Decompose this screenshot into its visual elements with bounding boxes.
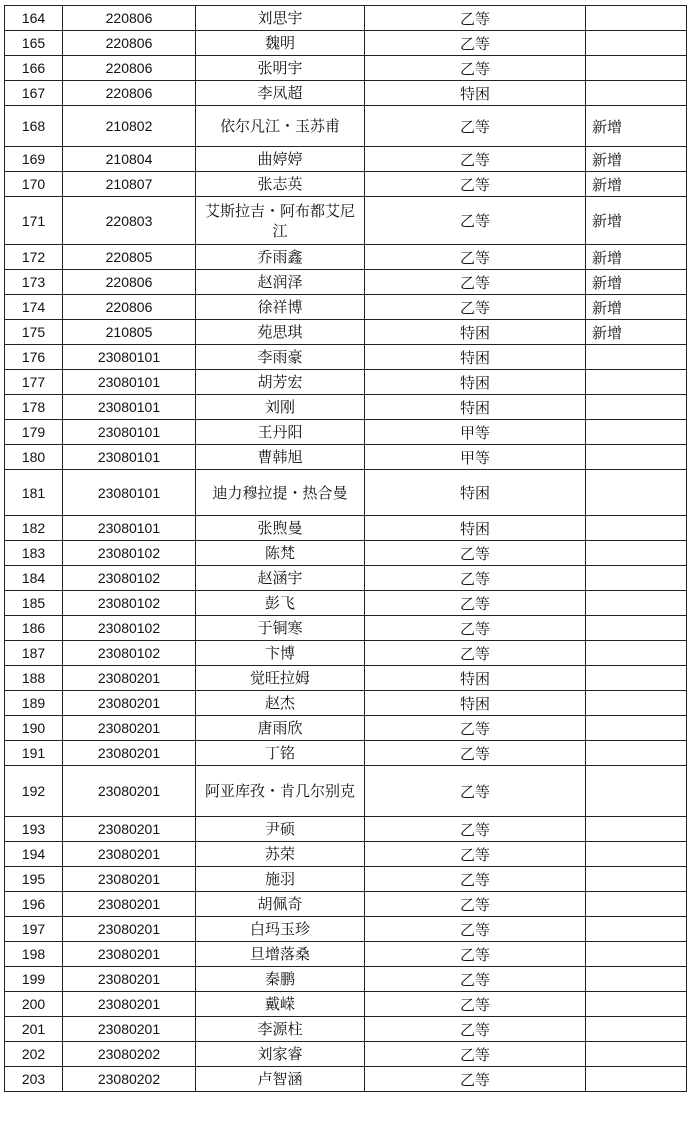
- class-code: 23080201: [63, 766, 196, 817]
- row-number: 190: [5, 716, 63, 741]
- aid-level: 乙等: [365, 295, 586, 320]
- student-name: 陈梵: [196, 541, 365, 566]
- table-row: [5, 842, 687, 867]
- note-cell: 新增: [586, 295, 687, 320]
- note-cell: [586, 31, 687, 56]
- class-code: 23080201: [63, 967, 196, 992]
- student-name: 赵杰: [196, 691, 365, 716]
- row-number: 182: [5, 516, 63, 541]
- class-code: 23080102: [63, 641, 196, 666]
- table-row: [5, 616, 687, 641]
- class-code: 220806: [63, 31, 196, 56]
- student-name: 徐祥博: [196, 295, 365, 320]
- class-code: 23080201: [63, 992, 196, 1017]
- class-code: 210805: [63, 320, 196, 345]
- aid-level: 乙等: [365, 1017, 586, 1042]
- class-code: 23080201: [63, 942, 196, 967]
- table-row: [5, 942, 687, 967]
- class-code: 23080202: [63, 1042, 196, 1067]
- class-code: 23080201: [63, 817, 196, 842]
- table-row: [5, 6, 687, 31]
- aid-level: 乙等: [365, 6, 586, 31]
- aid-level: 乙等: [365, 967, 586, 992]
- aid-level: 乙等: [365, 766, 586, 817]
- row-number: 189: [5, 691, 63, 716]
- table-row: [5, 1042, 687, 1067]
- class-code: 23080102: [63, 566, 196, 591]
- note-cell: 新增: [586, 245, 687, 270]
- student-name: 刘思宇: [196, 6, 365, 31]
- class-code: 23080201: [63, 892, 196, 917]
- class-code: 23080101: [63, 420, 196, 445]
- note-cell: 新增: [586, 197, 687, 245]
- note-cell: [586, 591, 687, 616]
- table-row: [5, 197, 687, 245]
- row-number: 173: [5, 270, 63, 295]
- table-row: [5, 691, 687, 716]
- note-cell: [586, 1042, 687, 1067]
- class-code: 23080201: [63, 842, 196, 867]
- row-number: 200: [5, 992, 63, 1017]
- note-cell: [586, 395, 687, 420]
- note-cell: [586, 917, 687, 942]
- student-name: 依尔凡江・玉苏甫: [196, 106, 365, 147]
- note-cell: [586, 666, 687, 691]
- note-cell: [586, 81, 687, 106]
- aid-level: 乙等: [365, 942, 586, 967]
- table-row: [5, 566, 687, 591]
- note-cell: [586, 516, 687, 541]
- class-code: 210802: [63, 106, 196, 147]
- table-row: [5, 1017, 687, 1042]
- student-name: 李源柱: [196, 1017, 365, 1042]
- note-cell: [586, 1067, 687, 1092]
- student-name: 旦增落桑: [196, 942, 365, 967]
- student-name: 张明宇: [196, 56, 365, 81]
- student-name: 彭飞: [196, 591, 365, 616]
- note-cell: 新增: [586, 172, 687, 197]
- table-row: [5, 766, 687, 817]
- class-code: 23080102: [63, 541, 196, 566]
- class-code: 220803: [63, 197, 196, 245]
- note-cell: [586, 1017, 687, 1042]
- table-row: [5, 917, 687, 942]
- class-code: 23080101: [63, 370, 196, 395]
- aid-level: 乙等: [365, 56, 586, 81]
- row-number: 181: [5, 470, 63, 516]
- aid-level: 乙等: [365, 31, 586, 56]
- note-cell: [586, 766, 687, 817]
- student-name: 于铜寒: [196, 616, 365, 641]
- student-name: 赵润泽: [196, 270, 365, 295]
- note-cell: [586, 817, 687, 842]
- aid-level: 乙等: [365, 867, 586, 892]
- table-row: [5, 992, 687, 1017]
- row-number: 177: [5, 370, 63, 395]
- aid-level: 特困: [365, 320, 586, 345]
- table-row: [5, 445, 687, 470]
- note-cell: [586, 370, 687, 395]
- aid-level: 乙等: [365, 616, 586, 641]
- student-name: 尹硕: [196, 817, 365, 842]
- class-code: 23080201: [63, 867, 196, 892]
- class-code: 220806: [63, 81, 196, 106]
- student-name: 戴嵘: [196, 992, 365, 1017]
- aid-level: 乙等: [365, 992, 586, 1017]
- class-code: 23080201: [63, 917, 196, 942]
- aid-level: 特困: [365, 395, 586, 420]
- table-row: [5, 741, 687, 766]
- table-row: [5, 541, 687, 566]
- note-cell: [586, 566, 687, 591]
- table-row: [5, 867, 687, 892]
- table-row: [5, 516, 687, 541]
- note-cell: [586, 867, 687, 892]
- row-number: 187: [5, 641, 63, 666]
- class-code: 23080201: [63, 741, 196, 766]
- aid-level: 乙等: [365, 1067, 586, 1092]
- class-code: 23080202: [63, 1067, 196, 1092]
- student-name: 阿亚库孜・肯几尔别克: [196, 766, 365, 817]
- table-row: [5, 420, 687, 445]
- table-row: [5, 56, 687, 81]
- student-name: 秦鹏: [196, 967, 365, 992]
- table-row: [5, 666, 687, 691]
- note-cell: [586, 992, 687, 1017]
- aid-level: 特困: [365, 345, 586, 370]
- note-cell: [586, 691, 687, 716]
- student-name: 苑思琪: [196, 320, 365, 345]
- aid-level: 甲等: [365, 420, 586, 445]
- class-code: 220806: [63, 270, 196, 295]
- note-cell: [586, 842, 687, 867]
- class-code: 210804: [63, 147, 196, 172]
- row-number: 167: [5, 81, 63, 106]
- student-name: 觉旺拉姆: [196, 666, 365, 691]
- row-number: 199: [5, 967, 63, 992]
- aid-level: 特困: [365, 81, 586, 106]
- aid-level: 乙等: [365, 741, 586, 766]
- row-number: 185: [5, 591, 63, 616]
- class-code: 23080201: [63, 666, 196, 691]
- aid-level: 乙等: [365, 172, 586, 197]
- class-code: 220806: [63, 295, 196, 320]
- student-name: 艾斯拉吉・阿布都艾尼江: [196, 197, 365, 245]
- student-name: 李凤超: [196, 81, 365, 106]
- aid-level: 乙等: [365, 817, 586, 842]
- row-number: 172: [5, 245, 63, 270]
- table-row: [5, 345, 687, 370]
- note-cell: [586, 942, 687, 967]
- class-code: 23080101: [63, 345, 196, 370]
- aid-level: 乙等: [365, 641, 586, 666]
- row-number: 176: [5, 345, 63, 370]
- student-list-table: [4, 5, 687, 1092]
- note-cell: [586, 741, 687, 766]
- aid-level: 乙等: [365, 106, 586, 147]
- aid-level: 乙等: [365, 566, 586, 591]
- class-code: 220806: [63, 6, 196, 31]
- student-name: 曲婷婷: [196, 147, 365, 172]
- aid-level: 乙等: [365, 917, 586, 942]
- table-row: [5, 395, 687, 420]
- row-number: 202: [5, 1042, 63, 1067]
- class-code: 220805: [63, 245, 196, 270]
- table-row: [5, 295, 687, 320]
- table-row: [5, 245, 687, 270]
- class-code: 23080201: [63, 691, 196, 716]
- student-name: 唐雨欣: [196, 716, 365, 741]
- table-row: [5, 370, 687, 395]
- table-row: [5, 591, 687, 616]
- table-row: [5, 147, 687, 172]
- class-code: 220806: [63, 56, 196, 81]
- note-cell: [586, 470, 687, 516]
- table-row: [5, 270, 687, 295]
- note-cell: [586, 56, 687, 81]
- aid-level: 特困: [365, 666, 586, 691]
- row-number: 197: [5, 917, 63, 942]
- row-number: 169: [5, 147, 63, 172]
- class-code: 23080201: [63, 1017, 196, 1042]
- note-cell: [586, 716, 687, 741]
- student-name: 刘家睿: [196, 1042, 365, 1067]
- note-cell: [586, 892, 687, 917]
- student-name: 施羽: [196, 867, 365, 892]
- aid-level: 乙等: [365, 147, 586, 172]
- class-code: 23080101: [63, 516, 196, 541]
- note-cell: [586, 420, 687, 445]
- row-number: 165: [5, 31, 63, 56]
- aid-level: 特困: [365, 516, 586, 541]
- row-number: 201: [5, 1017, 63, 1042]
- aid-level: 乙等: [365, 591, 586, 616]
- table-row: [5, 470, 687, 516]
- table-row: [5, 716, 687, 741]
- row-number: 193: [5, 817, 63, 842]
- aid-level: 特困: [365, 470, 586, 516]
- row-number: 188: [5, 666, 63, 691]
- aid-level: 乙等: [365, 541, 586, 566]
- table-row: [5, 106, 687, 147]
- row-number: 184: [5, 566, 63, 591]
- aid-level: 乙等: [365, 1042, 586, 1067]
- student-name: 胡芳宏: [196, 370, 365, 395]
- row-number: 175: [5, 320, 63, 345]
- note-cell: [586, 641, 687, 666]
- note-cell: [586, 541, 687, 566]
- student-name: 白玛玉珍: [196, 917, 365, 942]
- table-row: [5, 1067, 687, 1092]
- aid-level: 特困: [365, 370, 586, 395]
- row-number: 194: [5, 842, 63, 867]
- note-cell: 新增: [586, 320, 687, 345]
- row-number: 183: [5, 541, 63, 566]
- table-row: [5, 641, 687, 666]
- table-row: [5, 967, 687, 992]
- row-number: 174: [5, 295, 63, 320]
- row-number: 186: [5, 616, 63, 641]
- student-name: 胡佩奇: [196, 892, 365, 917]
- student-name: 张志英: [196, 172, 365, 197]
- note-cell: [586, 445, 687, 470]
- table-row: [5, 320, 687, 345]
- aid-level: 甲等: [365, 445, 586, 470]
- student-name: 乔雨鑫: [196, 245, 365, 270]
- table-body: [5, 6, 687, 1092]
- student-name: 卢智涵: [196, 1067, 365, 1092]
- class-code: 210807: [63, 172, 196, 197]
- row-number: 179: [5, 420, 63, 445]
- row-number: 166: [5, 56, 63, 81]
- student-name: 魏明: [196, 31, 365, 56]
- row-number: 198: [5, 942, 63, 967]
- student-name: 赵涵宇: [196, 566, 365, 591]
- student-name: 王丹阳: [196, 420, 365, 445]
- row-number: 168: [5, 106, 63, 147]
- student-name: 苏荣: [196, 842, 365, 867]
- row-number: 171: [5, 197, 63, 245]
- row-number: 196: [5, 892, 63, 917]
- student-name: 卞博: [196, 641, 365, 666]
- row-number: 191: [5, 741, 63, 766]
- table-row: [5, 81, 687, 106]
- student-name: 迪力穆拉提・热合曼: [196, 470, 365, 516]
- aid-level: 乙等: [365, 245, 586, 270]
- aid-level: 特困: [365, 691, 586, 716]
- row-number: 195: [5, 867, 63, 892]
- row-number: 203: [5, 1067, 63, 1092]
- class-code: 23080101: [63, 470, 196, 516]
- note-cell: [586, 967, 687, 992]
- table-row: [5, 892, 687, 917]
- table-row: [5, 31, 687, 56]
- student-name: 张煦曼: [196, 516, 365, 541]
- note-cell: [586, 6, 687, 31]
- class-code: 23080101: [63, 395, 196, 420]
- aid-level: 乙等: [365, 716, 586, 741]
- class-code: 23080102: [63, 591, 196, 616]
- class-code: 23080101: [63, 445, 196, 470]
- note-cell: [586, 616, 687, 641]
- class-code: 23080102: [63, 616, 196, 641]
- note-cell: 新增: [586, 147, 687, 172]
- table-row: [5, 172, 687, 197]
- aid-level: 乙等: [365, 842, 586, 867]
- note-cell: [586, 345, 687, 370]
- row-number: 170: [5, 172, 63, 197]
- aid-level: 乙等: [365, 197, 586, 245]
- row-number: 192: [5, 766, 63, 817]
- student-name: 曹韩旭: [196, 445, 365, 470]
- student-name: 刘刚: [196, 395, 365, 420]
- note-cell: 新增: [586, 106, 687, 147]
- student-name: 丁铭: [196, 741, 365, 766]
- note-cell: 新增: [586, 270, 687, 295]
- class-code: 23080201: [63, 716, 196, 741]
- student-name: 李雨豪: [196, 345, 365, 370]
- row-number: 164: [5, 6, 63, 31]
- row-number: 178: [5, 395, 63, 420]
- table-row: [5, 817, 687, 842]
- aid-level: 乙等: [365, 892, 586, 917]
- row-number: 180: [5, 445, 63, 470]
- aid-level: 乙等: [365, 270, 586, 295]
